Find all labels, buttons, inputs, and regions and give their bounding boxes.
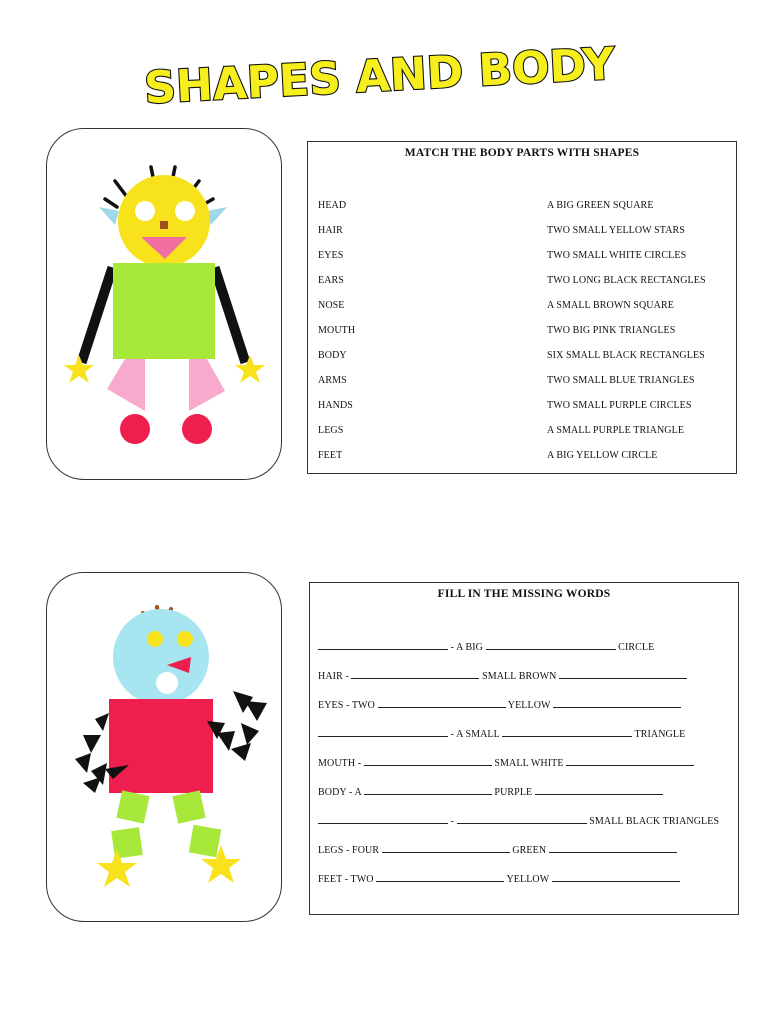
- answer-blank[interactable]: [502, 727, 632, 737]
- robot-picture-1: [46, 128, 282, 480]
- shape-option: A BIG GREEN SQUARE: [547, 200, 654, 211]
- eye-right: [177, 631, 193, 647]
- match-exercise-box: [307, 141, 737, 474]
- shape-option: A BIG YELLOW CIRCLE: [547, 450, 658, 461]
- ear-left-triangle: [99, 207, 119, 225]
- fill-text: YELLOW: [505, 700, 553, 711]
- answer-blank[interactable]: [364, 756, 492, 766]
- fill-text: SMALL BLACK TRIANGLES: [586, 816, 720, 827]
- foot-left-circle: [120, 414, 150, 444]
- fill-text: PURPLE: [491, 787, 535, 798]
- fill-text: LEGS - FOUR: [318, 845, 382, 856]
- worksheet-title-text: SHAPES AND BODY: [143, 38, 616, 115]
- eye-left: [135, 201, 155, 221]
- shape-option: TWO SMALL PURPLE CIRCLES: [547, 400, 692, 411]
- fill-row-8: [318, 843, 677, 856]
- fill-row-1: [318, 640, 654, 653]
- answer-blank[interactable]: [318, 640, 448, 650]
- nose-square: [160, 221, 168, 229]
- fill-text: - A SMALL: [448, 729, 503, 740]
- body-square: [109, 699, 213, 793]
- answer-blank[interactable]: [559, 669, 687, 679]
- fill-text: SMALL BROWN: [479, 671, 560, 682]
- answer-blank[interactable]: [318, 814, 448, 824]
- shape-option: A SMALL BROWN SQUARE: [547, 300, 674, 311]
- fill-row-5: [318, 756, 694, 769]
- answer-blank[interactable]: [382, 843, 510, 853]
- fill-text: -: [448, 816, 457, 827]
- body-part-hands: HANDS: [318, 400, 353, 411]
- body-part-head: HEAD: [318, 200, 347, 211]
- arm-right-rectangle: [210, 266, 250, 364]
- answer-blank[interactable]: [553, 698, 681, 708]
- answer-blank[interactable]: [378, 698, 506, 708]
- fill-text: EYES - TWO: [318, 700, 378, 711]
- hand-left-star: [64, 355, 94, 383]
- answer-blank[interactable]: [552, 872, 680, 882]
- leg-right-triangle: [189, 359, 225, 411]
- body-square: [113, 263, 215, 359]
- fill-text: TRIANGLE: [632, 729, 686, 740]
- fill-row-6: [318, 785, 663, 798]
- foot-right-circle: [182, 414, 212, 444]
- worksheet-title: [138, 30, 616, 115]
- fill-text: CIRCLE: [615, 642, 655, 653]
- fill-text: FEET - TWO: [318, 874, 377, 885]
- fill-heading: FILL IN THE MISSING WORDS: [437, 588, 611, 600]
- shape-option: TWO SMALL WHITE CIRCLES: [547, 250, 687, 261]
- shape-option: TWO SMALL BLUE TRIANGLES: [547, 375, 695, 386]
- eye-left: [147, 631, 163, 647]
- fill-text: GREEN: [509, 845, 549, 856]
- fill-text: YELLOW: [504, 874, 552, 885]
- mouth-circle: [156, 672, 178, 694]
- body-part-mouth: MOUTH: [318, 325, 356, 336]
- answer-blank[interactable]: [535, 785, 663, 795]
- shape-option: TWO SMALL YELLOW STARS: [547, 225, 685, 236]
- robot-illustration-2: [47, 573, 281, 921]
- leg-left-upper: [116, 790, 149, 823]
- eye-right: [175, 201, 195, 221]
- fill-text: BODY - A: [318, 787, 364, 798]
- body-part-arms: ARMS: [318, 375, 347, 386]
- fill-row-4: [318, 727, 685, 740]
- answer-blank[interactable]: [549, 843, 677, 853]
- answer-blank[interactable]: [318, 727, 448, 737]
- ear-right-triangle: [207, 207, 227, 225]
- leg-right-upper: [172, 790, 205, 823]
- match-heading: MATCH THE BODY PARTS WITH SHAPES: [404, 147, 640, 159]
- shape-option: TWO BIG PINK TRIANGLES: [547, 325, 676, 336]
- fill-text: - A BIG: [448, 642, 486, 653]
- fill-row-3: [318, 698, 681, 711]
- fill-text: SMALL WHITE: [491, 758, 567, 769]
- answer-blank[interactable]: [364, 785, 492, 795]
- fill-row-7: [318, 814, 719, 827]
- fill-text: MOUTH -: [318, 758, 364, 769]
- body-part-eyes: EYES: [318, 250, 344, 261]
- answer-blank[interactable]: [351, 669, 479, 679]
- leg-right-lower: [189, 825, 221, 857]
- answer-blank[interactable]: [486, 640, 616, 650]
- answer-blank[interactable]: [376, 872, 504, 882]
- fill-in-exercise-box: [309, 582, 739, 915]
- fill-text: HAIR -: [318, 671, 352, 682]
- body-part-legs: LEGS: [318, 425, 344, 436]
- fill-row-2: [318, 669, 687, 682]
- robot-illustration-1: [47, 129, 281, 479]
- body-part-hair: HAIR: [318, 225, 343, 236]
- shape-option: SIX SMALL BLACK RECTANGLES: [547, 350, 705, 361]
- arm-left-rectangle: [77, 266, 117, 364]
- body-part-ears: EARS: [318, 275, 344, 286]
- body-part-feet: FEET: [318, 450, 343, 461]
- answer-blank[interactable]: [457, 814, 587, 824]
- arm-right-triangles: [207, 691, 267, 761]
- body-part-nose: NOSE: [318, 300, 345, 311]
- shape-option: A SMALL PURPLE TRIANGLE: [547, 425, 685, 436]
- body-part-body: BODY: [318, 350, 347, 361]
- shape-option: TWO LONG BLACK RECTANGLES: [547, 275, 706, 286]
- fill-row-9: [318, 872, 680, 885]
- answer-blank[interactable]: [566, 756, 694, 766]
- robot-picture-2: [46, 572, 282, 922]
